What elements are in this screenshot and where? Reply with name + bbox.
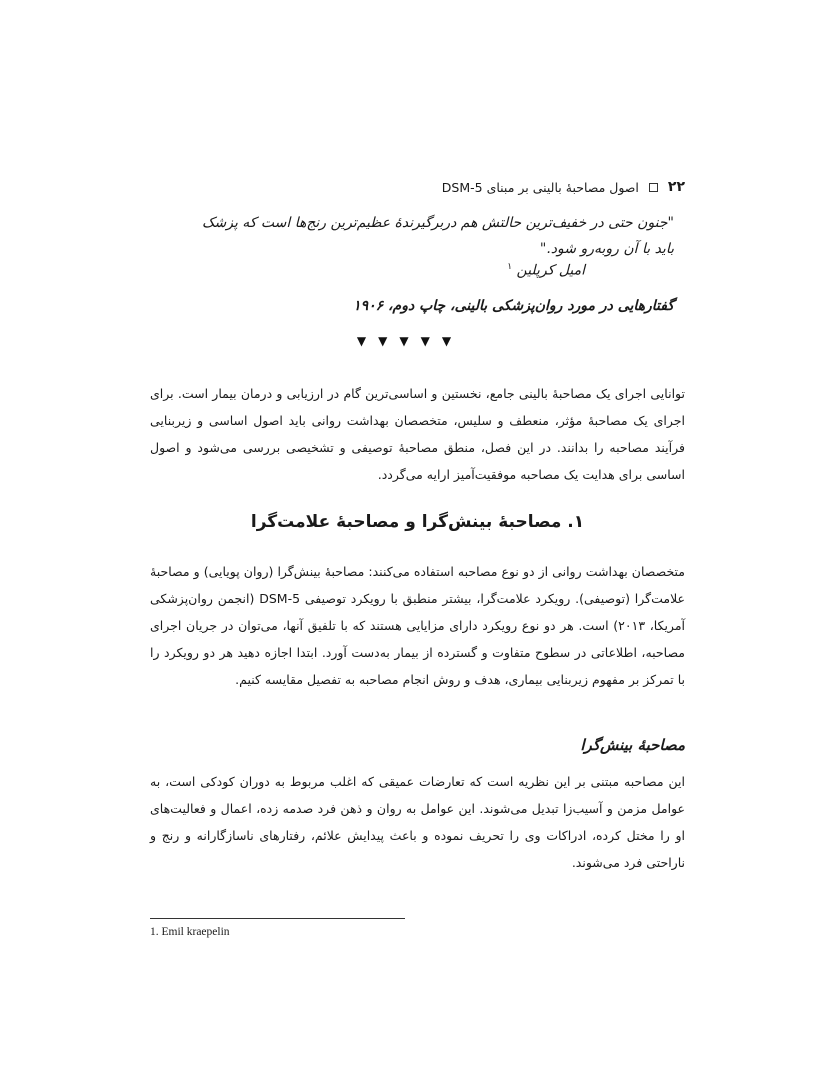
section-heading: ۱. مصاحبهٔ بینش‌گرا و مصاحبهٔ علامت‌گرا [250, 512, 585, 532]
book-title: اصول مصاحبهٔ بالینی بر مبنای DSM-5 [441, 179, 639, 195]
epigraph-source: گفتارهایی در مورد روان‌پزشکی بالینی، چاپ دوم، ۱۹۰۶ [353, 298, 674, 314]
subsection-paragraph: این مصاحبه مبتنی بر این نظریه است که تعارضات عمیقی که اغلب مربوط به دوران کودکی است، به عوامل مزمن و آسیب‌زا تبدیل می‌شوند. این عوامل به روان و ذهن فرد صدمه زده، اعمال و فعالیت‌های او را مختل کرده، ادراکات وی را تحریف نموده و باعث پیدایش علائم، رفتارهای ناسازگارانه و رنج و ناراحتی فرد می‌شوند. [150, 774, 685, 870]
footnote-mark: ۱ [507, 262, 513, 272]
subsection-heading: مصاحبهٔ بینش‌گرا [580, 736, 685, 754]
footnote-divider [150, 918, 405, 919]
intro-paragraph: توانایی اجرای یک مصاحبهٔ بالینی جامع، نخستین و اساسی‌ترین گام در ارزیابی و درمان بیمار است. برای اجرای یک مصاحبهٔ مؤثر، منعطف و سلیس، متخصصان بهداشت روانی باید اصول اساسی و زیربنایی فرآیند مصاحبه را بدانند. در این فصل، منطق مصاحبهٔ توصیفی و تشخیصی بررسی می‌شود و اصول اساسی برای هدایت یک مصاحبه موفقیت‌آمیز ارایه می‌گردد. [150, 386, 685, 482]
epigraph-quote: "جنون حتی در خفیف‌ترین حالتش هم دربرگیرندهٔ عظیم‌ترین رنج‌ها است که پزشک باید با آن روبه‌رو شود." [201, 215, 674, 257]
square-icon [649, 183, 658, 192]
epigraph-author [240, 262, 585, 279]
section-paragraph: متخصصان بهداشت روانی از دو نوع مصاحبه استفاده می‌کنند: مصاحبهٔ بینش‌گرا (روان پویایی) و مصاحبهٔ علامت‌گرا (توصیفی). رویکرد علامت‌گرا، بیشتر منطبق با رویکرد توصیفی DSM-5 (انجمن روان‌پزشکی آمریکا، ۲۰۱۳) است. هر دو نوع رویکرد دارای مزایایی هستند که با تلفیق آنها، می‌توان در جریان اجرای مصاحبه، اطلاعاتی در سطوح متفاوت و گسترده از بیمار به‌دست آورد. ابتدا اجازه دهید هر دو رویکرد را با تمرکز بر مفهوم زیربنایی بیماری، هدف و روش انجام مصاحبه به تفصیل مقایسه کنیم. [150, 564, 686, 687]
footnote: 1. Emil kraepelin [150, 926, 230, 938]
epigraph-author-name: امیل کرپلین [516, 262, 585, 279]
running-header [150, 176, 685, 198]
triangle-ornament-icon: ▼▼▼▼▼ [356, 334, 464, 348]
page-number: ۲۲ [667, 179, 685, 195]
